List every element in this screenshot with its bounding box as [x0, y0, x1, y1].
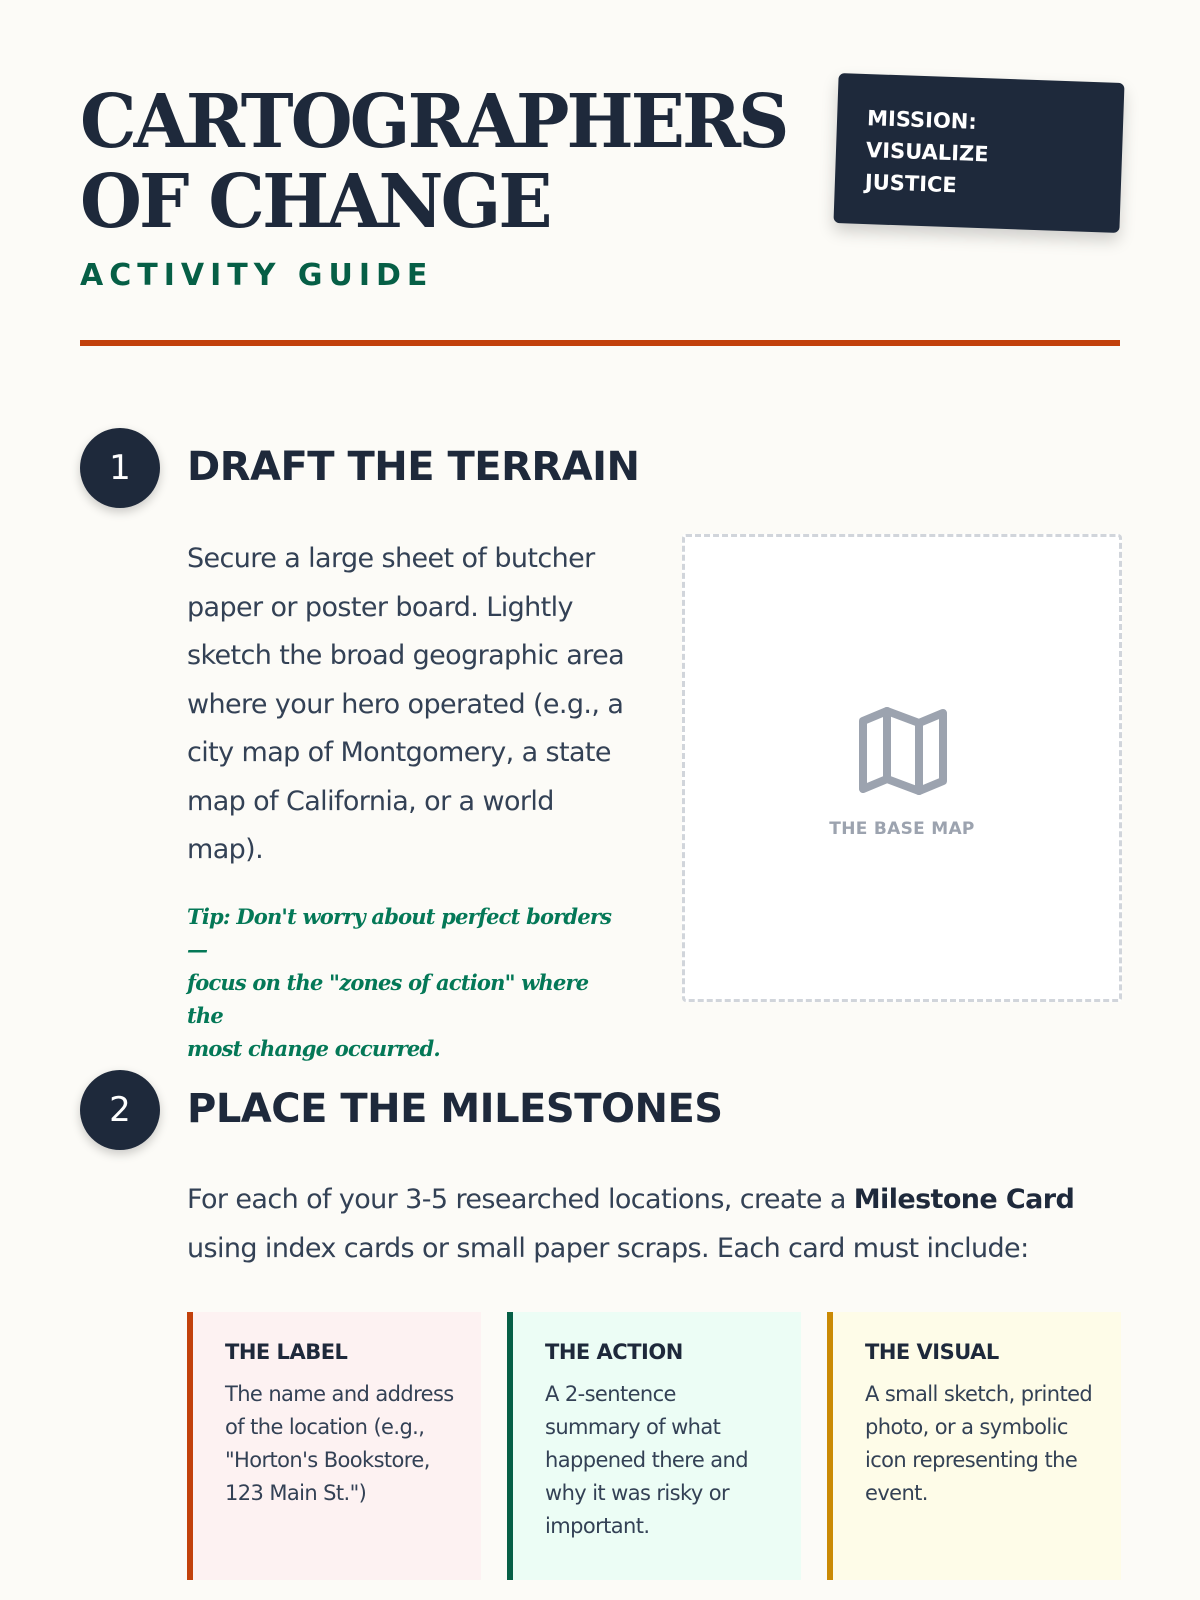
title-line-1: CARTOGRAPHERS — [80, 79, 787, 165]
card-text-line: The name and address — [225, 1382, 454, 1406]
card-title: THE ACTION — [545, 1340, 683, 1364]
tip-line: most change occurred. — [187, 1036, 440, 1061]
card-text-line: photo, or a symbolic — [865, 1415, 1068, 1439]
step-1-body-line: where your hero operated (e.g., a — [187, 688, 624, 720]
base-map-placeholder — [682, 534, 1122, 1002]
step-1-body-line: city map of Montgomery, a state — [187, 737, 611, 768]
step-1-body-line: Secure a large sheet of butcher — [187, 543, 595, 574]
milestone-card-term: Milestone Card — [853, 1184, 1075, 1215]
tip-line: focus on the "zones of action" where the — [187, 970, 589, 1028]
card-text — [545, 1378, 777, 1543]
title-line-2: OF CHANGE — [80, 159, 550, 245]
step-2-title: PLACE THE MILESTONES — [187, 1086, 723, 1132]
step-2-intro-line-1 — [187, 1176, 1122, 1225]
milestone-card-action — [507, 1312, 801, 1580]
tip-line: Tip: Don't worry about perfect borders— — [187, 904, 612, 962]
card-text-line: of the location (e.g., — [225, 1415, 425, 1439]
base-map-label: THE BASE MAP — [829, 819, 975, 839]
card-title: THE VISUAL — [865, 1340, 999, 1364]
step-1-body-line: paper or poster board. Lightly — [187, 591, 573, 623]
card-text-line: 123 Main St.") — [225, 1481, 367, 1505]
badge-line-2: VISUALIZE — [865, 138, 990, 167]
card-text-line: why it was risky or — [545, 1481, 729, 1505]
badge-line-3: JUSTICE — [864, 170, 958, 198]
step-1-body-line: sketch the broad geographic area — [187, 640, 625, 671]
card-text — [225, 1378, 457, 1510]
milestone-card-label — [187, 1312, 481, 1580]
map-icon — [857, 705, 949, 797]
card-text-line: important. — [545, 1514, 650, 1538]
card-text-line: happened there and — [545, 1448, 748, 1472]
step-1-number: 1 — [80, 428, 160, 508]
step-2-intro — [187, 1176, 1122, 1273]
card-text-line: A small sketch, printed — [865, 1382, 1093, 1406]
card-text-line: summary of what — [545, 1415, 721, 1439]
header-divider — [80, 340, 1120, 346]
activity-guide-page — [80, 0, 1120, 1600]
card-text-line: "Horton's Bookstore, — [225, 1448, 430, 1472]
badge-line-1: MISSION: — [866, 106, 978, 134]
page-title — [80, 79, 810, 245]
milestone-card-visual — [827, 1312, 1121, 1580]
step-2-intro-line-2: using index cards or small paper scraps. Each card must include: — [187, 1232, 1029, 1264]
card-text — [865, 1378, 1097, 1510]
step-1-body — [187, 535, 647, 875]
card-text-line: A 2-sentence — [545, 1382, 676, 1406]
card-title: THE LABEL — [225, 1340, 348, 1364]
step-1-body-line: map of California, or a world — [187, 785, 554, 817]
step-1-tip — [187, 900, 627, 1065]
step-1-title: DRAFT THE TERRAIN — [187, 444, 640, 490]
step-2-number: 2 — [80, 1070, 160, 1150]
intro-text: For each of your 3-5 researched locations, create a — [187, 1184, 854, 1215]
step-1-body-line: map). — [187, 834, 264, 865]
mission-badge — [833, 73, 1124, 233]
page-subtitle: ACTIVITY GUIDE — [80, 258, 434, 293]
card-text-line: icon representing the — [865, 1448, 1078, 1472]
card-text-line: event. — [865, 1481, 928, 1505]
